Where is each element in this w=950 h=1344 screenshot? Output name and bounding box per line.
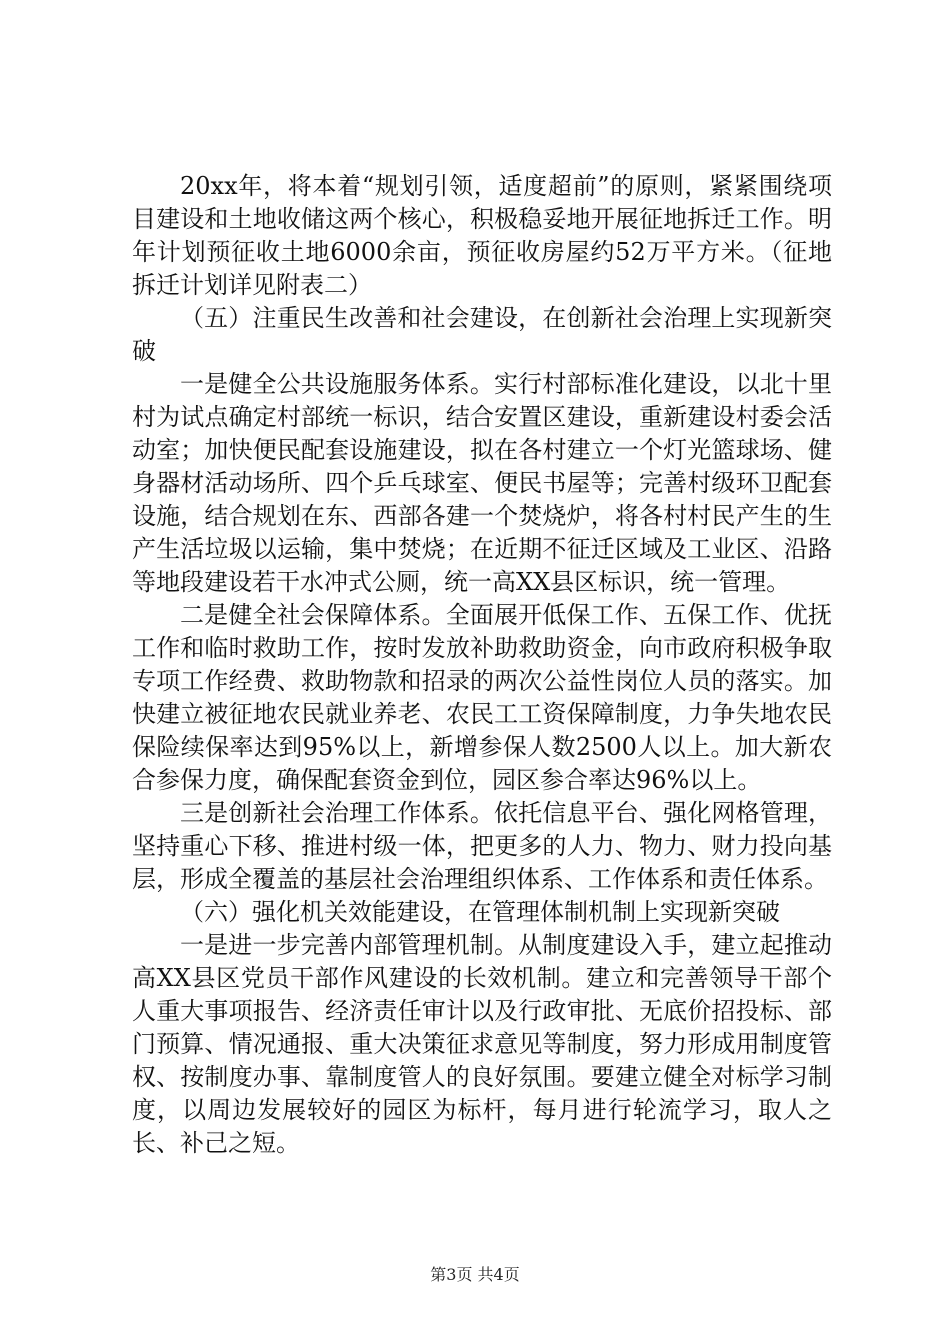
- page-footer: 第3页 共4页: [430, 1265, 520, 1284]
- paragraph-land-acquisition: 20xx年，将本着“规划引领，适度超前”的原则，紧紧围绕项目建设和土地收储这两个核心，积极稳妥地开展征地拆迁工作。明年计划预征收土地6000余亩，预征收房屋约52万平方米。（征地拆迁计划详见附表二）: [132, 172, 832, 299]
- document-body: [132, 170, 832, 1160]
- paragraph-social-security: 二是健全社会保障体系。全面展开低保工作、五保工作、优抚工作和临时救助工作，按时发放补助救助资金，向市政府积极争取专项工作经费、救助物款和招录的两次公益性岗位人员的落实。加快建立被征地农民就业养老、农民工工资保障制度，力争失地农民保险续保率达到95%以上，新增参保人数2500人以上。加大新农合参保力度，确保配套资金到位，园区参合率达96%以上。: [132, 601, 832, 794]
- paragraph-public-facilities: 一是健全公共设施服务体系。实行村部标准化建设，以北十里村为试点确定村部统一标识，结合安置区建设，重新建设村委会活动室；加快便民配套设施建设，拟在各村建立一个灯光篮球场、健身器材活动场所、四个乒乓球室、便民书屋等；完善村级环卫配套设施，结合规划在东、西部各建一个焚烧炉，将各村村民产生的生产生活垃圾以运输，集中焚烧；在近期不征迁区域及工业区、沿路等地段建设若干水冲式公厕，统一高XX县区标识，统一管理。: [132, 370, 832, 596]
- section-heading-6: （六）强化机关效能建设，在管理体制机制上实现新突破: [180, 898, 780, 926]
- paragraph-internal-management: 一是进一步完善内部管理机制。从制度建设入手，建立起推动高XX县区党员干部作风建设的长效机制。建立和完善领导干部个人重大事项报告、经济责任审计以及行政审批、无底价招投标、部门预算、情况通报、重大决策征求意见等制度，努力形成用制度管权、按制度办事、靠制度管人的良好氛围。要建立健全对标学习制度，以周边发展较好的园区为标杆，每月进行轮流学习，取人之长、补己之短。: [132, 931, 832, 1157]
- paragraph-social-governance: 三是创新社会治理工作体系。依托信息平台、强化网格管理，坚持重心下移、推进村级一体，把更多的人力、物力、财力投向基层，形成全覆盖的基层社会治理组织体系、工作体系和责任体系。: [132, 799, 832, 893]
- section-heading-5: （五）注重民生改善和社会建设，在创新社会治理上实现新突破: [132, 304, 832, 365]
